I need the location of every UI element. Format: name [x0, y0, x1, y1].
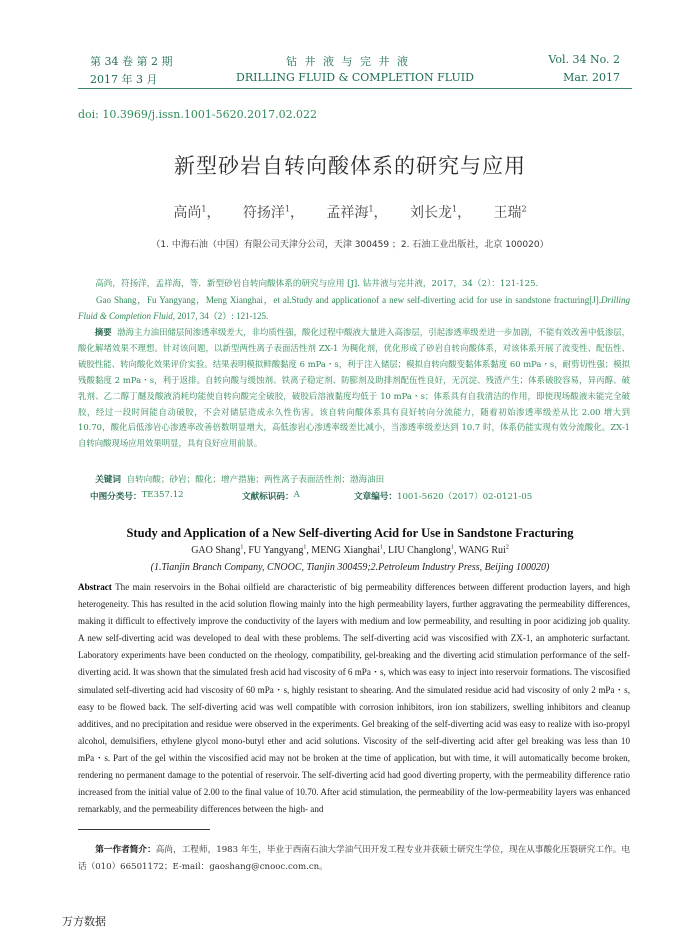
footnote-label: 第一作者简介： [95, 845, 156, 855]
document-code: 文献标识码： A [242, 490, 300, 502]
authors-cn [0, 202, 700, 222]
abstract-en: Abstract The main reservoirs in the Bohai oilfield are characteristic of big permeability differences between different production layers, and high heterogeneity. This has resulted in the acid solution flowing mainly into the high permeability layers, further aggravating the permeability differences, making it difficult to effectively improve the conductivity of the layers with medium and low permeability, and resulting in poor acidizing job quality. A new self-diverting acid was developed to deal with these problems. The self-diverting acid was viscosified with ZX-1, an amphoteric surfactant. Laboratory experiments have been conducted on the rheology, compatibility, gel-breaking and the diverting acid stimulation performance of the self-diverting acid. It was shown that the simulated fresh acid had viscosity of 6 mPa・s, which was easy to inject into reservoir formations. The viscosified simulated self-diverting acid had viscosity of 60 mPa・s, highly resistant to shearing. And the simulated residue acid had viscosity of only 2 mPa・s, easy to be flowed back. The self-diverting acid was well compatible with corrosion inhibitors, iron ion stabilizers, swelling inhibitors and cleanup additives, and no precipitation and residue were observed in the experiments. Gel breaking of the self-diverting acid was easy to realize with iso-propyl alcohol, demulsifiers, ethylene glycol mono-butyl ether and acid solutions. Viscosity of the self-diverting acid after gel breaking was less than 10 mPa・s. Part of the gel within the viscosified acid may not be broken at the time of application, but with time, it will automatically become broken, rendering no permanent damage to the potential of reservoir. The self-diverting acid had good diverting property, with the permeability difference ratio increased from the initial value of 2.00 to the final value of 10.70. After acid stimulation, the permeability of the low-permeability layers was enhanced remarkably, and the permeability differences between the high- and [78, 582, 631, 815]
author-cn: 符扬洋$^1$， [242, 204, 304, 221]
affiliation-cn: （1. 中海石油（中国）有限公司天津分公司，天津 300459 ；2. 石油工业出版社，北京 100020） [151, 240, 549, 250]
journal-name-en: DRILLING FLUID & COMPLETION FLUID [236, 71, 474, 84]
journal-name-cn: 钻 井 液 与 完 井 液 [286, 55, 410, 68]
abstract-cn: 摘要 渤海主力油田储层间渗透率级差大，非均质性强，酸化过程中酸液大量进入高渗层，引起渗透率级差进一步加剧，不能有效改善中低渗层，酸化解堵效果不理想。针对该问题，以新型两性离子表面活性剂 ZX-1 为稠化剂，优化形成了砂岩自转向酸体系，对该体系开展了流变性、配伍性、破胶性能、转向酸化效果评价实验。结果表明模拟鲜酸黏度 6 mPa・s，利于注入储层；模拟自转向酸变黏体系黏度 60 mPa・s，耐剪切性强；模拟残酸黏度 2 mPa・s，利于返排。自转向酸与缓蚀剂、铁离子稳定剂、防膨剂及助排剂配伍性良好，无沉淀、残渣产生；体系破胶容易，异丙醇、破乳剂、乙二醇丁醚及酸液消耗均能使自转向酸完全破胶，破胶后溶液黏度均低于 10 mPa・s；体系具有自我清洁的作用，即使现场酸液未能完全破胶，经过一段时间能自动破胶，不会对储层造成永久性伤害。该自转向酸体系具有良好转向分流能力，随着初始渗透率级差从比 2.00 增大到 10.70，酸化后低渗岩心渗透率改善倍数明显增大，高低渗岩心渗透率级差比减小，当渗透率级差达到 10.7 时，体系仍能实现有效分流酸化。ZX-1 自转向酸现场应用效果明显，具有良好应用前景。 [78, 327, 631, 449]
publish-date-en: Mar. 2017 [563, 71, 620, 84]
author-en: MENG Xianghai$^1$, [311, 545, 388, 557]
paper-title-cn: 新型砂岩自转向酸体系的研究与应用 [174, 154, 526, 178]
footnote-divider [78, 829, 210, 830]
author-cn: 王瑞$^2$ [493, 204, 527, 221]
author-cn: 高尚$^1$， [173, 204, 221, 221]
citation-cn: 高尚，符扬洋，孟祥海，等．新型砂岩自转向酸体系的研究与应用 [J]. 钻井液与完井液，2017，34（2）：121-125. [95, 279, 539, 289]
wanfang-watermark: 万方数据 [62, 915, 106, 928]
clc-number: 中图分类号： TE357.12 [90, 490, 184, 502]
author-cn: 孟祥海$^1$， [326, 204, 388, 221]
author-footnote: 第一作者简介：高尚，工程师，1983 年生，毕业于西南石油大学油气田开发工程专业并获硕士研究生学位，现在从事酸化压裂研究工作。电话（010）66501172；E-mail：gaoshang@cnooc.com.cn。 [78, 845, 630, 872]
abstract-cn-label: 摘要 [94, 327, 112, 337]
volume-issue-en: Vol. 34 No. 2 [548, 53, 620, 66]
keywords-cn: 关键词 自转向酸；砂岩；酸化；增产措施；两性离子表面活性剂；渤海油田 [95, 475, 385, 485]
author-en: GAO Shang$^1$, [191, 545, 249, 557]
author-en: FU Yangyang$^1$, [248, 545, 312, 557]
author-en: LIU Changlong$^1$, [387, 545, 459, 557]
header-divider [78, 88, 632, 89]
author-en: WANG Rui$^2$ [458, 545, 509, 557]
volume-issue: 第 34 卷 第 2 期 [90, 55, 173, 68]
publish-date-cn: 2017 年 3 月 [90, 73, 158, 86]
citation-en: Gao Shang，Fu Yangyang，Meng Xianghai，et al.Study and applicationof a new self-diverting acid for use in sandstone fracturing[J].Drilling Fluid & Completion Fluid, 2017, 34（2）: 121-125. [78, 295, 630, 321]
article-number: 文章编号： 1001-5620（2017）02-0121-05 [354, 492, 533, 502]
doi[interactable]: doi: 10.3969/j.issn.1001-5620.2017.02.022 [78, 108, 318, 121]
authors-en [0, 545, 700, 556]
abstract-en-label: Abstract [78, 582, 112, 592]
affiliation-en: (1.Tianjin Branch Company, CNOOC, Tianjin 300459;2.Petroleum Industry Press, Beijing 100020) [150, 562, 550, 573]
paper-title-en: Study and Application of a New Self-diverting Acid for Use in Sandstone Fracturing [126, 526, 574, 540]
keywords-cn-label: 关键词 [95, 475, 121, 485]
author-cn: 刘长龙$^1$， [410, 204, 472, 221]
